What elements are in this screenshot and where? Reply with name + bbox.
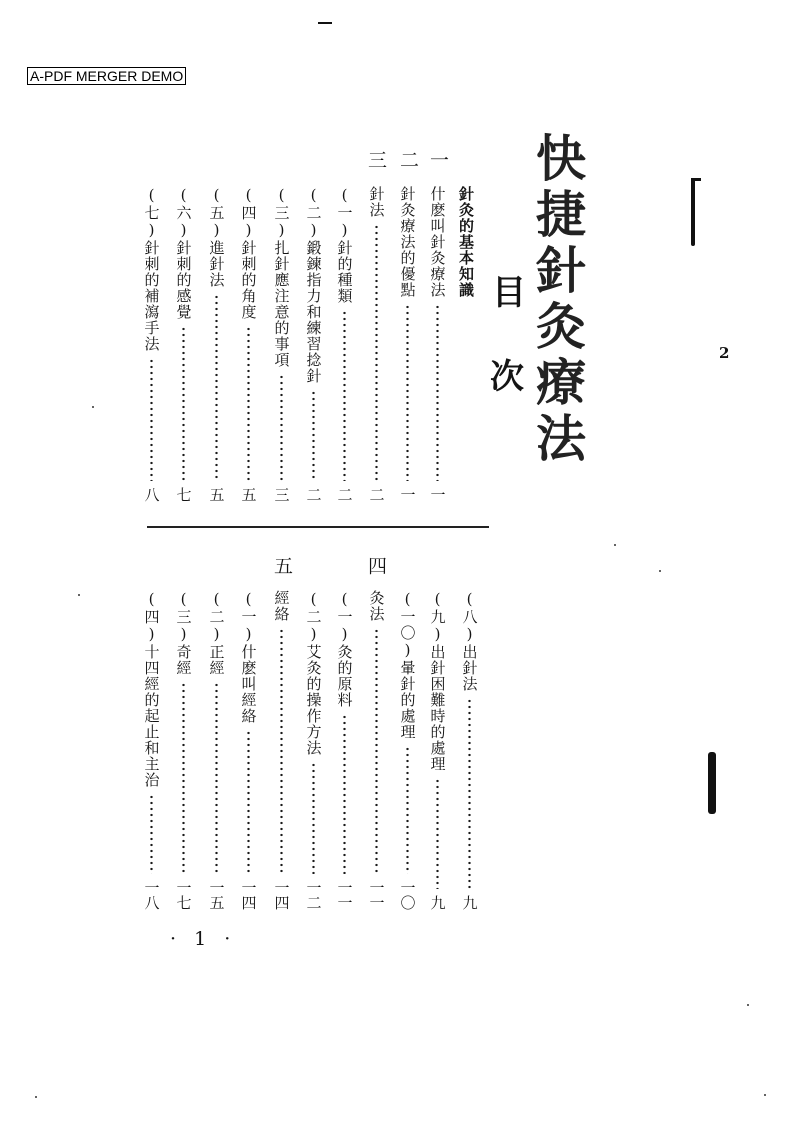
toc-entry-page: 五 [239, 487, 258, 502]
scan-mark-bracket [691, 178, 695, 246]
section-num-2: 二 [397, 150, 419, 169]
leader-dots [343, 310, 346, 481]
scan-mark-top [318, 22, 332, 24]
leader-dots [247, 730, 250, 874]
toc-entry[interactable] [237, 590, 259, 910]
leader-dots [343, 714, 346, 874]
toc-entry-page: 二 [335, 487, 354, 502]
toc-entry-label: (七)針刺的補瀉手法 [142, 186, 161, 352]
toc-entry[interactable] [458, 590, 480, 910]
toc-entry[interactable] [237, 186, 259, 502]
scan-mark-bracket-top [691, 178, 701, 181]
toc-entry-label: (一〇)暈針的處理 [398, 590, 417, 740]
toc-entry[interactable] [172, 186, 194, 502]
toc-entry[interactable] [426, 590, 448, 910]
column-divider [147, 526, 489, 528]
toc-entry-label: (三)奇經 [174, 590, 193, 676]
toc-entry-label: (六)針刺的感覺 [174, 186, 193, 320]
leader-dots [182, 682, 185, 874]
toc-entry-label: (八)出針法 [460, 590, 479, 692]
toc-entry-label: (二)鍛鍊指力和練習捻針 [304, 186, 323, 384]
toc-heading-ci: 次 [490, 357, 524, 397]
section-num-3: 三 [365, 150, 387, 169]
toc-entry[interactable] [140, 590, 162, 910]
scan-speck [35, 1096, 37, 1098]
toc-entry[interactable] [333, 186, 355, 502]
leader-dots [375, 628, 378, 874]
toc-entry[interactable] [333, 590, 355, 910]
toc-entry-label: (三)扎針應注意的事項 [272, 186, 291, 368]
toc-entry-label: (九)出針困難時的處理 [428, 590, 447, 772]
leader-dots [247, 326, 250, 481]
toc-entry[interactable] [205, 186, 227, 502]
toc-entry[interactable] [172, 590, 194, 910]
toc-entry-page: 一一 [335, 880, 354, 910]
toc-entry[interactable] [396, 186, 418, 502]
toc-entry[interactable] [396, 590, 418, 910]
scan-mark-bar [708, 752, 716, 814]
toc-entry-page: 九 [460, 895, 479, 910]
scan-speck [78, 594, 80, 596]
leader-dots [406, 304, 409, 481]
leader-dots [150, 358, 153, 481]
toc-entry-page: 一二 [304, 880, 323, 910]
toc-heading-mu: 目 [492, 273, 526, 313]
page-number: · 1 · [170, 928, 237, 950]
leader-dots [312, 390, 315, 481]
leader-dots [375, 224, 378, 481]
toc-entry-label: (二)艾灸的操作方法 [304, 590, 323, 756]
leader-dots [436, 778, 439, 889]
scan-speck [92, 406, 94, 408]
leader-dots [280, 628, 283, 874]
toc-entry-page: 五 [207, 487, 226, 502]
toc-entry-label: (五)進針法 [207, 186, 226, 288]
toc-entry-label: 經絡 [272, 590, 291, 622]
leader-dots [182, 326, 185, 481]
toc-entry-page: 三 [272, 487, 291, 502]
toc-entry[interactable] [365, 590, 387, 910]
leader-dots [280, 374, 283, 481]
scan-speck [747, 1004, 749, 1006]
toc-entry[interactable] [365, 186, 387, 502]
toc-entry[interactable] [270, 590, 292, 910]
toc-entry-label: 針灸療法的優點 [398, 186, 417, 298]
leader-dots [436, 304, 439, 481]
toc-entry-page: 一 [398, 487, 417, 502]
toc-entry-page: 一一 [367, 880, 386, 910]
book-title: 快捷針灸療法 [528, 132, 587, 468]
section-num-5: 五 [271, 556, 293, 575]
toc-entry-page: 一八 [142, 880, 161, 910]
leader-dots [468, 698, 471, 889]
leader-dots [150, 794, 153, 874]
scan-speck [614, 544, 616, 546]
toc-entry-page: 一五 [207, 880, 226, 910]
scan-speck [764, 1094, 766, 1096]
toc-entry[interactable] [205, 590, 227, 910]
leader-dots [215, 682, 218, 874]
toc-entry-page: 二 [304, 487, 323, 502]
toc-entry-label: 灸法 [367, 590, 386, 622]
toc-entry[interactable] [302, 590, 324, 910]
toc-entry-label: (四)針刺的角度 [239, 186, 258, 320]
toc-entry-page: 八 [142, 487, 161, 502]
section-heading-basics: 針灸的基本知識 [457, 186, 475, 298]
leader-dots [215, 294, 218, 481]
section-num-1: 一 [427, 150, 449, 169]
toc-entry-label: 針法 [367, 186, 386, 218]
leader-dots [312, 762, 315, 874]
side-margin-number: 2 [719, 344, 730, 362]
toc-entry-label: (一)灸的原料 [335, 590, 354, 708]
toc-entry[interactable] [302, 186, 324, 502]
toc-entry-page: 一 [428, 487, 447, 502]
toc-entry[interactable] [270, 186, 292, 502]
toc-entry-page: 一〇 [398, 880, 417, 910]
section-num-4: 四 [365, 556, 387, 575]
toc-entry-page: 二 [367, 487, 386, 502]
toc-entry-page: 七 [174, 487, 193, 502]
toc-entry[interactable] [140, 186, 162, 502]
toc-entry-page: 一四 [239, 880, 258, 910]
toc-entry-label: 什麽叫針灸療法 [428, 186, 447, 298]
toc-entry-page: 九 [428, 895, 447, 910]
toc-entry-label: (二)正經 [207, 590, 226, 676]
scan-speck [659, 570, 661, 572]
toc-entry[interactable] [426, 186, 448, 502]
toc-entry-page: 一四 [272, 880, 291, 910]
leader-dots [406, 746, 409, 874]
toc-entry-page: 一七 [174, 880, 193, 910]
toc-entry-label: (一)什麽叫經絡 [239, 590, 258, 724]
toc-entry-label: (四)十四經的起止和主治 [142, 590, 161, 788]
watermark-label: A-PDF MERGER DEMO [27, 67, 186, 85]
toc-entry-label: (一)針的種類 [335, 186, 354, 304]
